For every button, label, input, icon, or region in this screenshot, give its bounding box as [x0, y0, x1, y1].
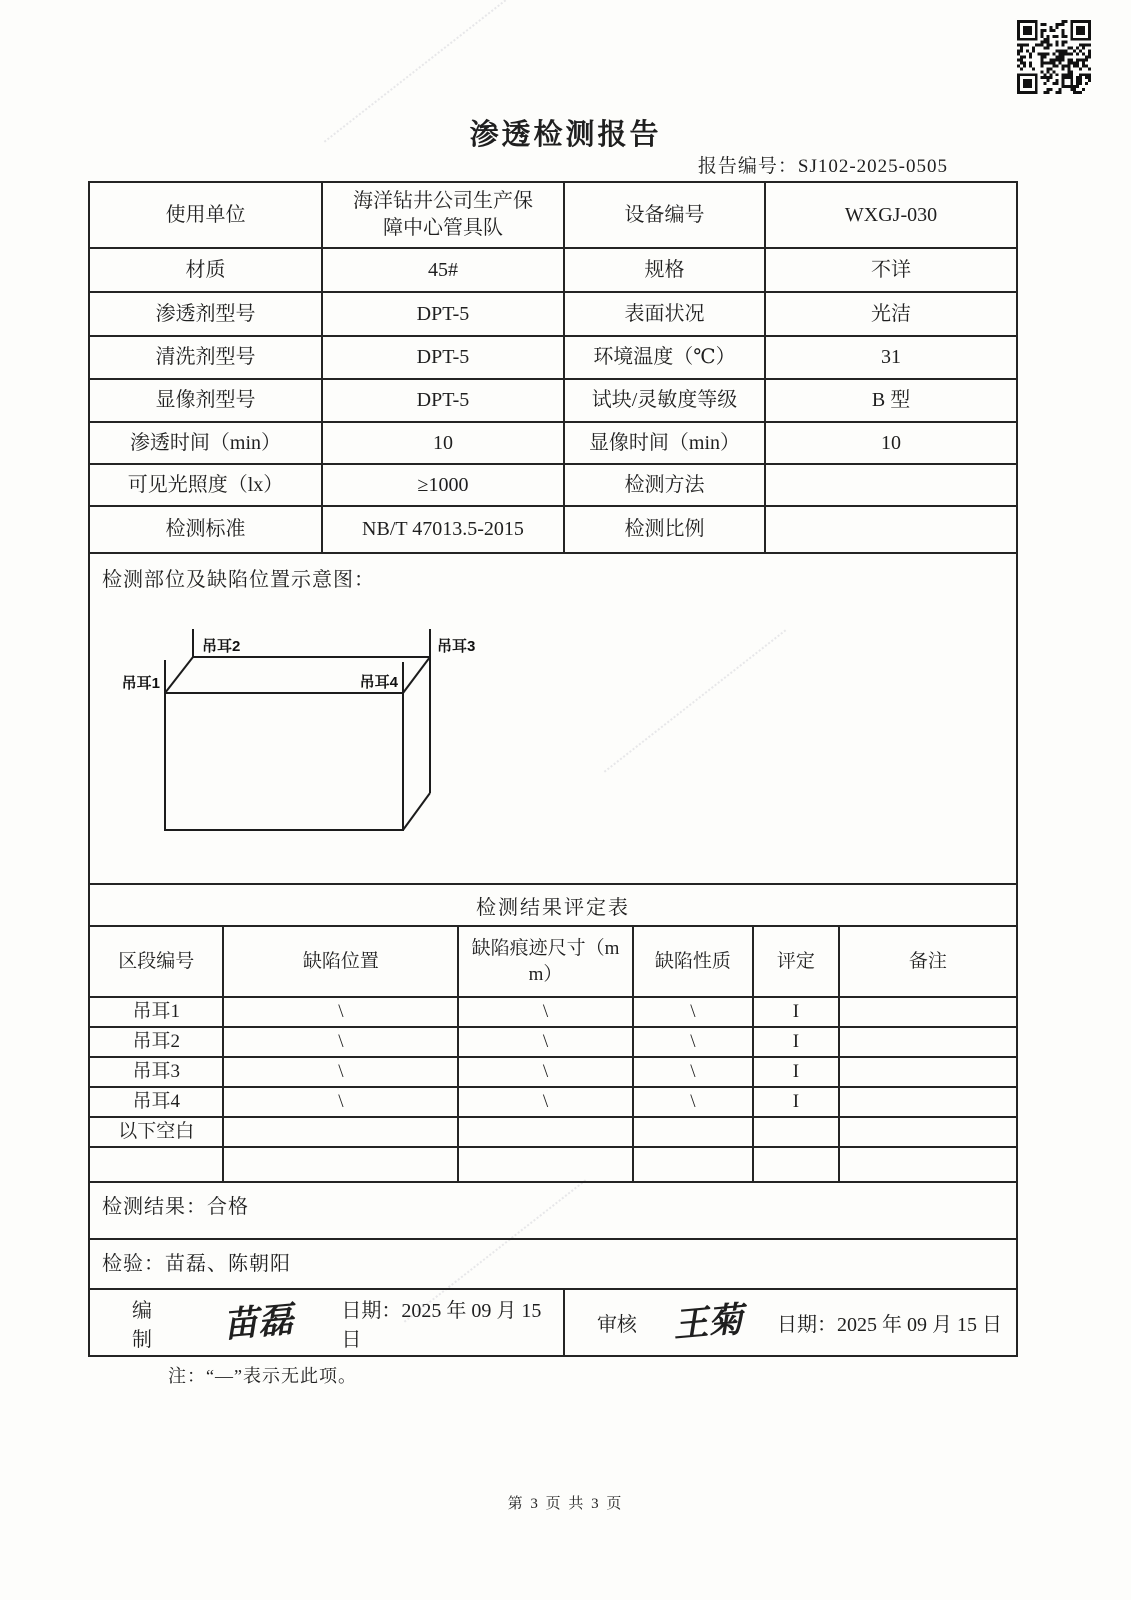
- results-cell: [224, 1118, 459, 1148]
- table-note: 注：“—”表示无此项。: [168, 1366, 357, 1386]
- results-table: [88, 925, 1018, 1183]
- report-number: 报告编号：SJ102-2025-0505: [697, 156, 948, 177]
- results-cell: [754, 1118, 840, 1148]
- info-label: 表面状况: [565, 293, 766, 337]
- info-label: 检测比例: [565, 507, 766, 552]
- results-title-section: [88, 883, 1018, 927]
- results-cell: \: [224, 1088, 459, 1118]
- info-table: [88, 181, 1018, 554]
- info-label: 显像时间（min）: [565, 423, 766, 465]
- results-cell: \: [224, 998, 459, 1028]
- results-cell: [840, 1118, 1016, 1148]
- lug-label-4: 吊耳4: [359, 674, 398, 691]
- result-line: [88, 1181, 1018, 1240]
- results-cell: [840, 998, 1016, 1028]
- results-header-cell: 缺陷位置: [224, 927, 459, 998]
- info-value: DPT-5: [323, 380, 565, 423]
- reviewed-signature: 王菊: [671, 1300, 745, 1345]
- results-cell: [840, 1028, 1016, 1058]
- info-value: DPT-5: [323, 293, 565, 337]
- result-label: 检测结果：: [102, 1196, 207, 1218]
- info-value: 光洁: [766, 293, 1016, 337]
- box-bottom-right-edge: [403, 793, 430, 830]
- box-top-left-edge: [165, 657, 193, 693]
- prepared-cell: [90, 1290, 565, 1355]
- results-cell: [840, 1058, 1016, 1088]
- results-cell: [754, 1148, 840, 1181]
- lug-label-3: 吊耳3: [437, 638, 476, 655]
- info-label: 检测标准: [90, 507, 323, 552]
- info-label: 可见光照度（lx）: [90, 465, 323, 507]
- info-value: 不详: [766, 249, 1016, 293]
- inspectors-line: [88, 1238, 1018, 1290]
- info-label: 环境温度（℃）: [565, 337, 766, 380]
- box-top-right-edge: [403, 657, 430, 693]
- results-cell: 吊耳4: [90, 1088, 224, 1118]
- reviewed-date: 日期：2025 年 09 月 15 日: [776, 1314, 1002, 1336]
- inspectors-value: 苗磊、陈朝阳: [165, 1253, 291, 1275]
- info-value: 海洋钻井公司生产保障中心管具队: [323, 183, 565, 249]
- results-cell: 吊耳2: [90, 1028, 224, 1058]
- prepared-label: 编制: [132, 1299, 152, 1351]
- results-cell: [840, 1088, 1016, 1118]
- info-value: 10: [323, 423, 565, 465]
- results-cell: \: [224, 1028, 459, 1058]
- results-cell: [840, 1148, 1016, 1181]
- results-cell: \: [634, 1088, 754, 1118]
- results-cell: [634, 1148, 754, 1181]
- info-label: 渗透剂型号: [90, 293, 323, 337]
- reviewed-label: 审核: [596, 1314, 637, 1336]
- lug-label-1: 吊耳1: [121, 675, 160, 692]
- prepared-date: 日期：2025 年 09 月 15 日: [341, 1299, 542, 1351]
- info-label: 使用单位: [90, 183, 323, 249]
- page-footer: 第 3 页 共 3 页: [507, 1496, 624, 1512]
- info-value: 45#: [323, 249, 565, 293]
- diagram-section: [88, 552, 1018, 885]
- results-cell: [634, 1118, 754, 1148]
- results-cell: \: [634, 1058, 754, 1088]
- diagram-heading: 检测部位及缺陷位置示意图：: [102, 569, 375, 591]
- info-label: 渗透时间（min）: [90, 423, 323, 465]
- inspectors-label: 检验：: [102, 1253, 165, 1275]
- results-header-cell: 备注: [840, 927, 1016, 998]
- results-cell: 吊耳3: [90, 1058, 224, 1088]
- results-cell: \: [459, 998, 633, 1028]
- info-label: 材质: [90, 249, 323, 293]
- info-value: [766, 465, 1016, 507]
- box-front-face: [165, 693, 403, 830]
- results-header-cell: 缺陷性质: [634, 927, 754, 998]
- results-cell: 以下空白: [90, 1118, 224, 1148]
- results-cell: [90, 1148, 224, 1181]
- results-title: 检测结果评定表: [476, 896, 630, 919]
- prepared-signature: 苗磊: [221, 1300, 295, 1345]
- box-diagram: [110, 600, 510, 850]
- info-value: 10: [766, 423, 1016, 465]
- info-value: ≥1000: [323, 465, 565, 507]
- page-title: 渗透检测报告: [469, 119, 662, 151]
- results-cell: [459, 1148, 633, 1181]
- results-header-cell: 缺陷痕迹尺寸（mm）: [459, 927, 633, 998]
- result-value: 合格: [207, 1196, 249, 1218]
- results-header-cell: 区段编号: [90, 927, 224, 998]
- results-header-cell: 评定: [754, 927, 840, 998]
- info-value: NB/T 47013.5-2015: [323, 507, 565, 552]
- results-cell: \: [459, 1088, 633, 1118]
- reviewed-cell: [565, 1290, 1016, 1355]
- results-cell: I: [754, 998, 840, 1028]
- signoff-row: [88, 1288, 1018, 1357]
- info-label: 显像剂型号: [90, 380, 323, 423]
- results-cell: \: [459, 1058, 633, 1088]
- results-cell: I: [754, 1058, 840, 1088]
- info-value: B 型: [766, 380, 1016, 423]
- qr-code: [1017, 20, 1091, 99]
- results-cell: \: [634, 1028, 754, 1058]
- info-label: 试块/灵敏度等级: [565, 380, 766, 423]
- results-cell: [224, 1148, 459, 1181]
- lug-label-2: 吊耳2: [202, 638, 241, 655]
- results-cell: \: [224, 1058, 459, 1088]
- results-cell: [459, 1118, 633, 1148]
- results-cell: 吊耳1: [90, 998, 224, 1028]
- results-cell: I: [754, 1088, 840, 1118]
- results-cell: I: [754, 1028, 840, 1058]
- qr-code-image: [1017, 20, 1091, 94]
- info-label: 设备编号: [565, 183, 766, 249]
- info-value: DPT-5: [323, 337, 565, 380]
- info-label: 检测方法: [565, 465, 766, 507]
- results-cell: \: [634, 998, 754, 1028]
- info-label: 清洗剂型号: [90, 337, 323, 380]
- info-label: 规格: [565, 249, 766, 293]
- info-value: 31: [766, 337, 1016, 380]
- info-value: [766, 507, 1016, 552]
- info-value: WXGJ-030: [766, 183, 1016, 249]
- results-cell: \: [459, 1028, 633, 1058]
